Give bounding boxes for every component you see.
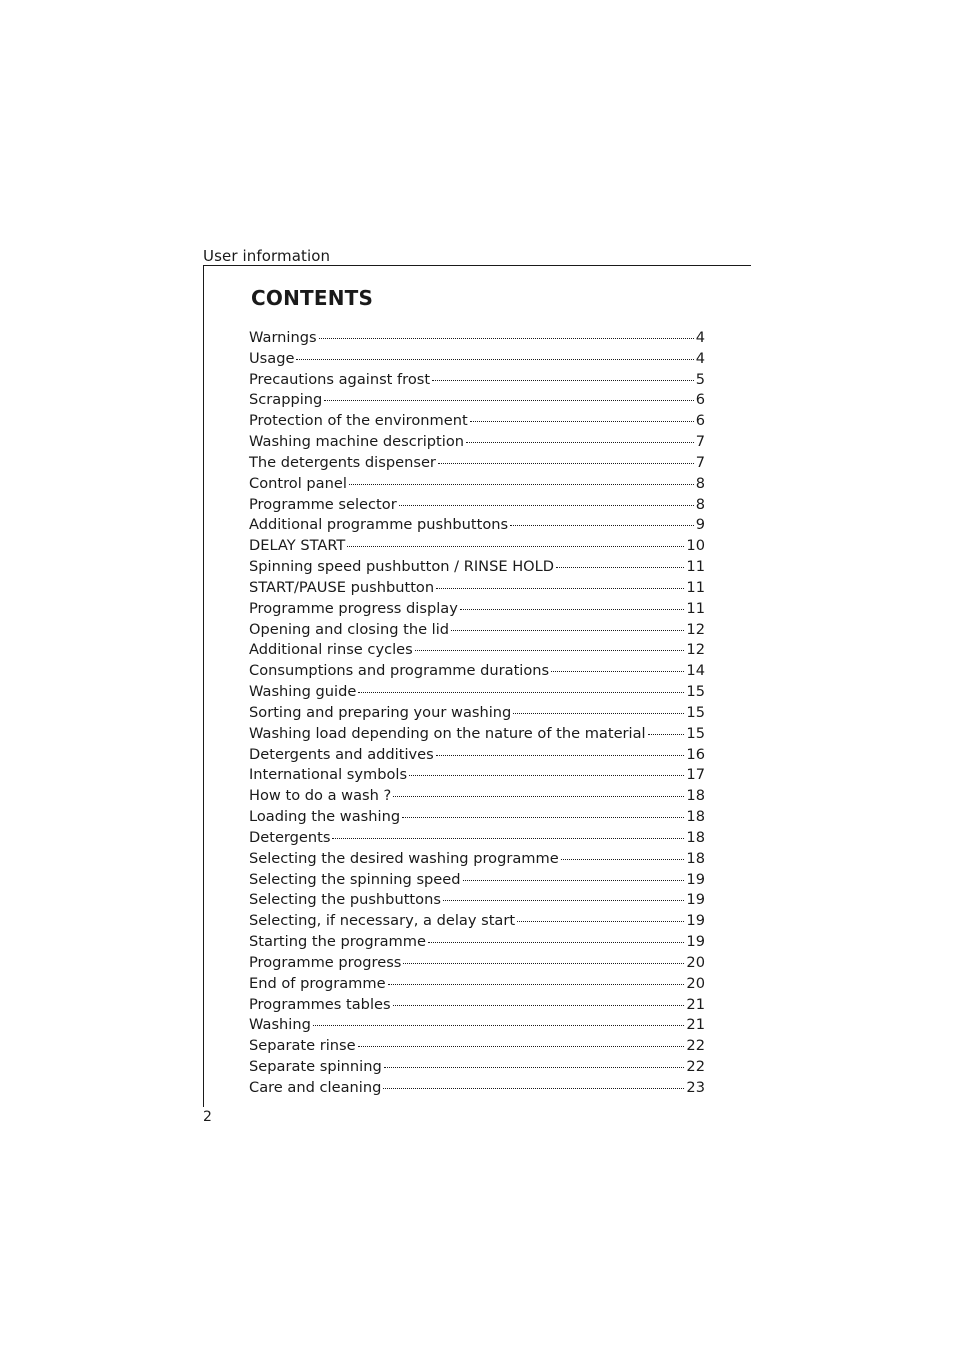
toc-entry[interactable] [249,724,705,745]
toc-entry[interactable] [249,349,705,370]
toc-entry-page: 11 [686,599,705,617]
header-rule [203,265,751,266]
toc-entry-page: 11 [686,578,705,596]
toc-entry-page: 8 [695,495,705,513]
toc-entry[interactable] [249,870,705,891]
dot-leader [510,525,694,526]
toc-entry-label: Additional rinse cycles [249,641,413,659]
toc-entry-page: 14 [686,662,705,680]
dot-leader [383,1088,684,1089]
toc-list [249,328,705,1099]
toc-entry-label: Starting the programme [249,933,426,951]
toc-entry-page: 9 [695,516,705,534]
toc-entry-label: Sorting and preparing your washing [249,703,512,721]
toc-entry-page: 15 [686,703,705,721]
toc-entry-label: Washing [249,1016,311,1034]
toc-entry-page: 23 [686,1078,705,1096]
dot-leader [415,650,685,651]
toc-entry-label: End of programme [249,974,386,992]
toc-entry[interactable] [249,911,705,932]
toc-entry[interactable] [249,703,705,724]
dot-leader [358,1046,685,1047]
toc-entry[interactable] [249,557,705,578]
toc-entry-label: Loading the washing [249,808,401,826]
toc-entry-page: 15 [686,724,705,742]
toc-entry[interactable] [249,1078,705,1099]
toc-entry[interactable] [249,932,705,953]
toc-entry-label: Detergents and additives [249,745,434,763]
dot-leader [393,796,684,797]
toc-entry-label: Washing machine description [249,433,464,451]
toc-entry-page: 6 [695,391,705,409]
toc-entry-page: 6 [695,412,705,430]
toc-entry-page: 5 [695,370,705,388]
toc-entry[interactable] [249,453,705,474]
section-header: User information [203,247,331,265]
toc-entry[interactable] [249,1057,705,1078]
toc-entry[interactable] [249,849,705,870]
toc-entry[interactable] [249,745,705,766]
page-number: 2 [203,1109,212,1125]
toc-entry-label: Detergents [249,828,331,846]
toc-title: CONTENTS [251,286,374,310]
toc-entry-page: 22 [686,1057,705,1075]
toc-entry-page: 7 [695,453,705,471]
toc-entry-label: Separate spinning [249,1057,382,1075]
toc-entry[interactable] [249,765,705,786]
toc-entry[interactable] [249,370,705,391]
toc-entry[interactable] [249,515,705,536]
toc-entry-page: 4 [695,349,705,367]
toc-entry-page: 18 [686,787,705,805]
toc-entry-page: 20 [686,974,705,992]
toc-entry-label: Selecting, if necessary, a delay start [249,912,516,930]
toc-entry-page: 7 [695,433,705,451]
dot-leader [556,567,684,568]
toc-entry-label: The detergents dispenser [249,453,436,471]
toc-entry[interactable] [249,474,705,495]
toc-entry-label: Programmes tables [249,995,391,1013]
dot-leader [436,588,684,589]
toc-entry[interactable] [249,328,705,349]
dot-leader [443,900,685,901]
dot-leader [399,505,694,506]
toc-entry[interactable] [249,953,705,974]
toc-entry-page: 12 [686,641,705,659]
toc-entry-label: How to do a wash ? [249,787,392,805]
dot-leader [393,1005,685,1006]
toc-entry-page: 18 [686,808,705,826]
toc-entry[interactable] [249,974,705,995]
dot-leader [384,1067,685,1068]
dot-leader [551,671,684,672]
toc-entry[interactable] [249,536,705,557]
toc-entry-label: Washing load depending on the nature of the material [249,724,646,742]
toc-entry-label: Scrapping [249,391,323,409]
dot-leader [409,775,684,776]
toc-entry-page: 21 [686,995,705,1013]
toc-entry-label: Additional programme pushbuttons [249,516,509,534]
toc-entry[interactable] [249,1036,705,1057]
toc-entry-label: Opening and closing the lid [249,620,450,638]
dot-leader [432,380,694,381]
toc-entry-label: International symbols [249,766,408,784]
toc-entry-page: 16 [686,745,705,763]
toc-entry-label: DELAY START [249,537,346,555]
dot-leader [451,630,684,631]
toc-entry-page: 19 [686,933,705,951]
toc-entry[interactable] [249,390,705,411]
toc-entry-page: 20 [686,953,705,971]
dot-leader [358,692,684,693]
toc-entry-page: 18 [686,849,705,867]
toc-entry-page: 18 [686,828,705,846]
toc-entry-label: Programme selector [249,495,397,513]
toc-entry-label: START/PAUSE pushbutton [249,578,435,596]
toc-entry[interactable] [249,432,705,453]
toc-entry[interactable] [249,786,705,807]
dot-leader [436,755,685,756]
toc-entry-label: Protection of the environment [249,412,468,430]
toc-entry-page: 11 [686,558,705,576]
toc-entry[interactable] [249,495,705,516]
toc-entry-page: 8 [695,474,705,492]
toc-entry-label: Precautions against frost [249,370,431,388]
dot-leader [347,546,684,547]
toc-entry-page: 15 [686,683,705,701]
toc-entry-page: 19 [686,912,705,930]
dot-leader [648,734,685,735]
toc-entry[interactable] [249,682,705,703]
dot-leader [513,713,684,714]
dot-leader [324,400,693,401]
toc-entry[interactable] [249,890,705,911]
toc-entry-page: 22 [686,1037,705,1055]
dot-leader [349,484,694,485]
toc-entry-label: Selecting the spinning speed [249,870,461,888]
toc-entry[interactable] [249,661,705,682]
dot-leader [402,817,684,818]
toc-entry-label: Spinning speed pushbutton / RINSE HOLD [249,558,555,576]
margin-rule [203,265,204,1107]
toc-entry[interactable] [249,995,705,1016]
toc-entry-label: Selecting the pushbuttons [249,891,441,909]
toc-entry-label: Selecting the desired washing programme [249,849,559,867]
toc-entry-page: 17 [686,766,705,784]
dot-leader [463,880,685,881]
toc-entry-page: 19 [686,870,705,888]
toc-entry-label: Warnings [249,329,317,346]
dot-leader [403,963,684,964]
dot-leader [296,359,693,360]
dot-leader [470,421,694,422]
toc-entry-page: 10 [686,537,705,555]
toc-entry-page: 12 [686,620,705,638]
toc-entry[interactable] [249,828,705,849]
toc-entry-label: Usage [249,349,295,367]
toc-entry-label: Care and cleaning [249,1078,382,1096]
toc-entry[interactable] [249,1015,705,1036]
dot-leader [561,859,685,860]
toc-entry-label: Washing guide [249,683,357,701]
toc-entry[interactable] [249,807,705,828]
toc-entry-label: Programme progress [249,953,402,971]
dot-leader [517,921,684,922]
toc-entry[interactable] [249,599,705,620]
dot-leader [466,442,694,443]
toc-entry-page: 19 [686,891,705,909]
toc-entry[interactable] [249,578,705,599]
dot-leader [428,942,684,943]
dot-leader [319,338,694,339]
toc-entry-page: 4 [695,329,705,346]
dot-leader [438,463,694,464]
dot-leader [388,984,685,985]
toc-entry-label: Programme progress display [249,599,458,617]
dot-leader [313,1025,685,1026]
toc-entry[interactable] [249,620,705,641]
toc-entry-label: Separate rinse [249,1037,356,1055]
toc-entry-label: Control panel [249,474,347,492]
dot-leader [332,838,684,839]
dot-leader [460,609,685,610]
toc-entry[interactable] [249,640,705,661]
toc-entry-label: Consumptions and programme durations [249,662,550,680]
toc-entry-page: 21 [686,1016,705,1034]
toc-entry[interactable] [249,411,705,432]
